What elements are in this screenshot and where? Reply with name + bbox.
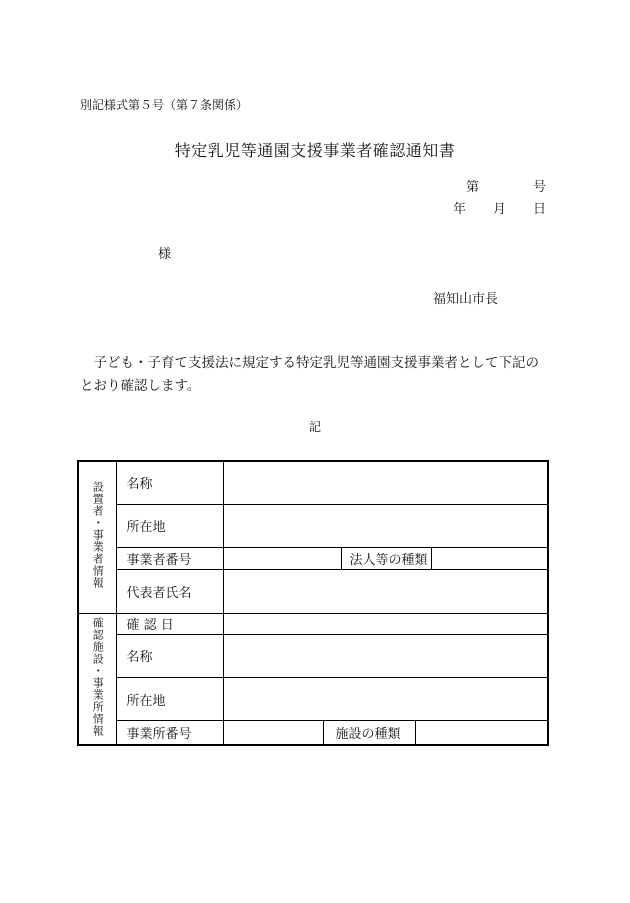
table-row bbox=[78, 634, 548, 677]
office-number-row bbox=[223, 721, 548, 745]
date-year: 年 bbox=[453, 202, 467, 217]
body-text-content: 子ども・子育て支援法に規定する特定乳児等通園支援事業者として下記のとおり確認します。 bbox=[80, 355, 539, 394]
representative-field[interactable] bbox=[223, 570, 548, 613]
document-date bbox=[453, 198, 546, 217]
office-number-label: 事業所番号 bbox=[116, 721, 223, 745]
date-day: 日 bbox=[532, 202, 546, 217]
ki-heading: 記 bbox=[308, 420, 321, 434]
operator-number-label: 事業者番号 bbox=[116, 548, 223, 570]
table-row bbox=[78, 721, 548, 745]
table-row bbox=[78, 677, 548, 720]
representative-label: 代表者氏名 bbox=[116, 570, 223, 613]
document-title: 特定乳児等通園支援事業者確認通知書 bbox=[174, 141, 456, 160]
date-month: 月 bbox=[492, 202, 506, 217]
confirm-date-field[interactable] bbox=[223, 613, 548, 634]
sender: 福知山市長 bbox=[433, 292, 499, 307]
section1-header-text: 設置者・事業者情報 bbox=[91, 481, 105, 590]
document-number bbox=[466, 176, 546, 195]
section1-header bbox=[78, 461, 116, 613]
facility-type-field[interactable] bbox=[416, 721, 548, 744]
table-row bbox=[78, 461, 548, 504]
table-row bbox=[78, 613, 548, 634]
address-field[interactable] bbox=[223, 504, 548, 547]
name-label: 名称 bbox=[116, 461, 223, 504]
addressee: 様 bbox=[158, 247, 172, 262]
address-label: 所在地 bbox=[116, 504, 223, 547]
table-row bbox=[78, 570, 548, 613]
table-row bbox=[78, 504, 548, 547]
body-text bbox=[80, 352, 550, 398]
operator-number-field[interactable] bbox=[234, 548, 342, 569]
information-table bbox=[77, 460, 549, 746]
operator-number-row bbox=[223, 548, 548, 570]
facility-address-field[interactable] bbox=[223, 677, 548, 720]
facility-name-field[interactable] bbox=[223, 634, 548, 677]
facility-type-label: 施設の種類 bbox=[324, 721, 416, 744]
form-reference: 別記様式第５号（第７条関係） bbox=[80, 98, 249, 112]
corp-type-field[interactable] bbox=[432, 548, 548, 569]
facility-name-label: 名称 bbox=[116, 634, 223, 677]
confirm-date-label: 確 認 日 bbox=[116, 613, 223, 634]
corp-type-label: 法人等の種類 bbox=[342, 548, 432, 569]
office-number-field[interactable] bbox=[234, 721, 324, 744]
facility-address-label: 所在地 bbox=[116, 677, 223, 720]
table-row bbox=[78, 548, 548, 570]
doc-number-suffix: 号 bbox=[532, 180, 546, 195]
doc-number-prefix: 第 bbox=[466, 180, 480, 195]
section2-header bbox=[78, 613, 116, 745]
section2-header-text: 確認施設・事業所情報 bbox=[91, 616, 105, 737]
name-field[interactable] bbox=[223, 461, 548, 504]
